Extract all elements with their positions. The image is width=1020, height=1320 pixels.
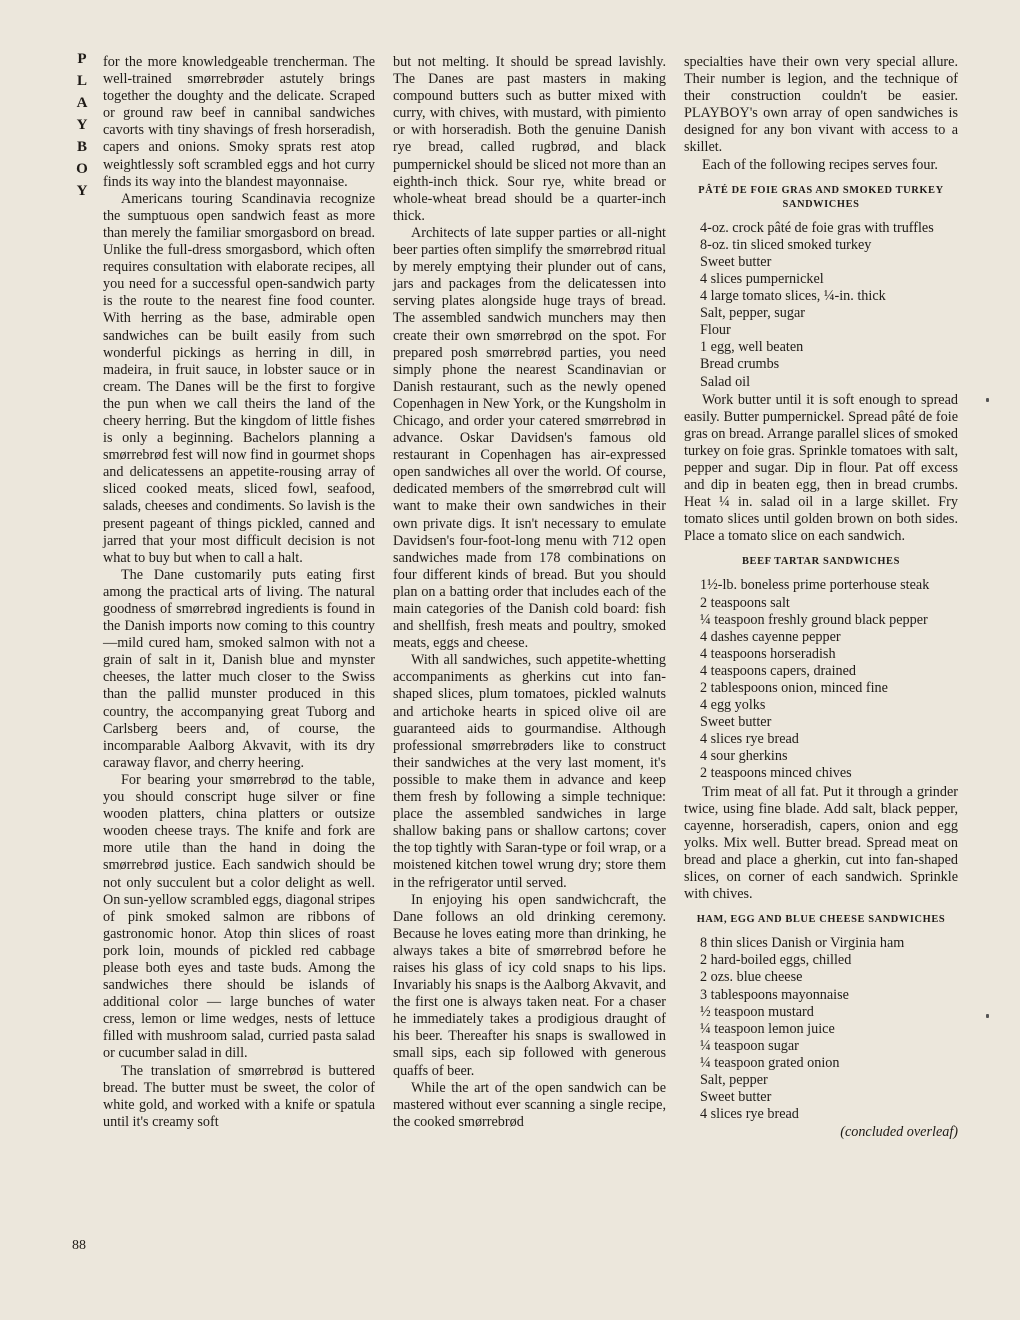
- paragraph: In enjoying his open sandwichcraft, the Dane follows an old drinking ceremony. Because he loves eating more than drinking, he always takes a bite of smørrebrød before he raises his glass of icy cold snaps to his lips. Invariably his snaps is the Aalborg Akvavit, and the first one is always taken neat. For a chaser he immediately takes a prodigious draught of his beer. Thereafter his snaps is swallowed in small sips, each sip followed with generous quaffs of beer.: [393, 891, 666, 1079]
- print-speck: [986, 398, 989, 402]
- ingredient: 2 tablespoons onion, minced fine: [700, 680, 888, 696]
- running-head-letter: P: [77, 51, 87, 67]
- ingredient: 2 hard-boiled eggs, chilled: [700, 952, 852, 969]
- ingredient: 2 ozs. blue cheese: [700, 969, 803, 986]
- paragraph: The translation of smørrebrød is buttered bread. The butter must be sweet, the color of white gold, and worked with a knife or spatula until it's creamy soft: [103, 1062, 375, 1130]
- ingredient: ¼ teaspoon sugar: [700, 1037, 799, 1054]
- recipe-directions: Trim meat of all fat. Put it through a grinder twice, using fine blade. Add salt, black pepper, cayenne, horseradish, capers, onion and egg yolks. Mix well. Butter bread. Spread meat on bread and place a gherkin, cut into fan-shaped slices, on corner of each sandwich. Sprinkle with chives.: [684, 783, 958, 903]
- ingredient: 4 dashes cayenne pepper: [700, 628, 841, 645]
- paragraph: specialties have their own very special allure. Their number is legion, and the technique of their construction couldn't be easier. PLAYBOY's own array of open sandwiches is designed for any bon vivant with access to a skillet.: [684, 54, 958, 156]
- paragraph: The Dane customarily puts eating first among the practical arts of living. The natural goodness of smørrebrød ingredients is found in the Danish imports now coming to this country—mild cured ham, smoked salmon with not a grain of salt in it, Danish blue and mynster cheeses, the latter much closer to the Swiss than the pallid munster produced in this country, the accompanying great Tuborg and Carlsberg beers and, of course, the incomparable Aalborg Akvavit, with its dry caraway flavor, and cherry heering.: [103, 566, 375, 771]
- ingredient-list: [684, 577, 958, 782]
- ingredient-list: [684, 220, 958, 391]
- page-number: 88: [72, 1238, 86, 1253]
- paragraph: but not melting. It should be spread lavishly. The Danes are past masters in making compound butters such as butter mixed with curry, with chives, with mustard, with pimiento or with horseradish. Both the genuine Danish rye bread, called rugbrød, and black pumpernickel should be sliced not more than an eighth-inch thick. Sour rye, white bread or whole-wheat bread should be a quarter-inch thick.: [393, 54, 666, 224]
- ingredient: ½ teaspoon mustard: [700, 1003, 814, 1020]
- paragraph: Architects of late supper parties or all-night beer parties often simplify the smørrebrød ritual by merely emptying their plunder out of cans, jars and packages from the delicatessen into serving plates alongside huge trays of bread. The assembled sandwich munchers may then create their own smørrebrød on the spot. For prepared posh smørrebrød parties, you need simply phone the nearest Scandinavian or Danish restaurant, such as the newly opened Copenhagen in New York, or the Kungsholm in Chicago, and order your catered smørrebrød in advance. Oskar Davidsen's famous old restaurant in Copenhagen has air-expressed open sandwiches all over the world. Of course, dedicated members of the smørrebrød cult will want to make their own sandwiches in their own private digs. It isn't necessary to emulate Davidsen's four-foot-long menu with 712 open sandwiches made from 178 combinations on four different kinds of bread. But you should plan on a batting order that includes each of the main categories of the Danish cold board: fish and shellfish, fresh meats and poultry, smoked meats, eggs and cheese.: [393, 224, 666, 652]
- ingredient: 2 teaspoons minced chives: [700, 765, 852, 782]
- running-head-letter: Y: [76, 183, 88, 199]
- paragraph: For bearing your smørrebrød to the table, you should conscript huge silver or fine wooden platters, china platters or outsize wooden cheese trays. The knife and fork are more utile than the hand in doing the smørrebrød justice. Each sandwich should be not only succulent but a color delight as well. On sun-yellow scrambled eggs, diagonal stripes of pink smoked salmon are ribbons of gastronomic honor. Atop thin slices of roast pork loin, mounds of pickled red cabbage please both eyes and taste buds. Among the sandwiches there should be islands of additional color — large bunches of water cress, lemon or lime wedges, nests of lettuce filled with mushroom salad, curried pasta salad or cucumber salad in dill.: [103, 771, 375, 1062]
- ingredient: ¼ teaspoon grated onion: [700, 1054, 840, 1071]
- ingredient: 8-oz. tin sliced smoked turkey: [700, 236, 872, 253]
- recipe-title: PÂTÉ DE FOIE GRAS AND SMOKED TURKEY SANDWICHES: [698, 184, 944, 210]
- ingredient: Salt, pepper, sugar: [700, 305, 806, 322]
- running-head-letter: L: [76, 73, 87, 89]
- running-head-letter: Y: [76, 117, 88, 133]
- ingredient: ¼ teaspoon freshly ground black pepper: [700, 611, 928, 628]
- running-head-letter: A: [76, 95, 88, 111]
- print-speck: [986, 1014, 989, 1018]
- ingredient: 4 slices pumpernickel: [700, 270, 824, 287]
- ingredient: Sweet butter: [700, 253, 772, 270]
- recipe-title: BEEF TARTAR SANDWICHES: [742, 556, 900, 568]
- paragraph: Each of the following recipes serves four.: [702, 156, 938, 173]
- ingredient: 1 egg, well beaten: [700, 339, 804, 356]
- paragraph: for the more knowledgeable trencherman. The well-trained smørrebrøder astutely brings together the doughty and the delicate. Scraped or ground raw beef in cannibal sandwiches cavorts with tiny shavings of fresh horseradish, capers and onions. Smoky sprats rest atop weightlessly soft scrambled eggs and hot curry finds its way into the blandest mayonnaise.: [103, 54, 375, 190]
- paragraph: Americans touring Scandinavia recognize the sumptuous open sandwich feast as more than merely the familiar smorgasbord on bread. Unlike the full-dress smorgasbord, which often requires consultation with elaborate recipes, all you need for a successful open-sandwich party is the route to the nearest fine food counter. With herring as the base, admirable open sandwiches can be built easily from such wonderful pickings as herring in dill, in madeira, in fruit sauce, in lobster sauce or in cream. The Danes will be the first to forgive the pun when we call theirs the land of the cheery herring. But the kingdom of little fishes is only a beginning. Bachelors planning a smørrebrød fest will now find in gourmet shops and delicatessens an appetite-rousing array of sliced cooked meats, sliced fowl, seafood, salads, cheeses and condiments. So lavish is the present pageant of things pickled, canned and jarred that your most difficult decision is not what to buy but when to call a halt.: [103, 190, 375, 566]
- running-head-letter: B: [76, 139, 87, 155]
- column-3: [684, 54, 958, 1141]
- column-1: [103, 54, 375, 1131]
- ingredient: Bread crumbs: [700, 356, 780, 373]
- ingredient: 4 sour gherkins: [700, 748, 788, 765]
- ingredient: 4 slices rye bread: [700, 1106, 799, 1123]
- recipe-title: HAM, EGG AND BLUE CHEESE SANDWICHES: [696, 914, 946, 926]
- continuation-note: (concluded overleaf): [840, 1124, 958, 1141]
- ingredient: ¼ teaspoon lemon juice: [700, 1020, 835, 1037]
- ingredient: Salt, pepper: [700, 1071, 768, 1088]
- ingredient: 4 large tomato slices, ¼-in. thick: [700, 288, 886, 305]
- column-2: [393, 54, 666, 1131]
- ingredient: 8 thin slices Danish or Virginia ham: [700, 935, 905, 952]
- ingredient: Salad oil: [700, 373, 751, 390]
- ingredient: Flour: [700, 322, 731, 339]
- ingredient: 2 teaspoons salt: [700, 594, 790, 611]
- ingredient: 4 teaspoons capers, drained: [700, 662, 857, 679]
- ingredient-list: [684, 935, 958, 1123]
- ingredient: 3 tablespoons mayonnaise: [700, 986, 849, 1003]
- running-head: [70, 48, 94, 202]
- ingredient: 4-oz. crock pâté de foie gras with truffles: [700, 219, 934, 236]
- recipe-directions: Work butter until it is soft enough to spread easily. Butter pumpernickel. Spread pâté de foie gras on bread. Arrange parallel slices of smoked turkey on foie gras. Sprinkle tomatoes with salt, pepper and sugar. Dip in flour. Pat off excess and dip in beaten egg, then in bread crumbs. Heat ¼ in. salad oil in a large skillet. Fry tomato slices until golden brown on both sides. Place a tomato slice on each sandwich.: [684, 391, 958, 545]
- ingredient: Sweet butter: [700, 1089, 772, 1106]
- paragraph: While the art of the open sandwich can be mastered without ever scanning a single recipe, the cooked smørrebrød: [393, 1079, 666, 1130]
- ingredient: 4 egg yolks: [700, 697, 766, 714]
- paragraph: With all sandwiches, such appetite-whetting accompaniments as gherkins cut into fan-shaped slices, plum tomatoes, pickled walnuts and artichoke hearts in spiced olive oil are guaranteed aids to gourmandise. Although professional smørrebrøders like to construct their sandwiches at the very last moment, it's possible to make them in advance and keep them fresh by following a simple technique: place the assembled sandwiches in large shallow baking pans or shallow cartons; cover the top tightly with Saran-type or foil wrap, or a moistened kitchen towel wrung dry; store them in the refrigerator until served.: [393, 652, 666, 891]
- ingredient: 4 slices rye bread: [700, 731, 799, 748]
- ingredient: 1½-lb. boneless prime porterhouse steak: [700, 577, 930, 594]
- ingredient: 4 teaspoons horseradish: [700, 645, 836, 662]
- running-head-letter: O: [76, 161, 88, 177]
- ingredient: Sweet butter: [700, 714, 772, 731]
